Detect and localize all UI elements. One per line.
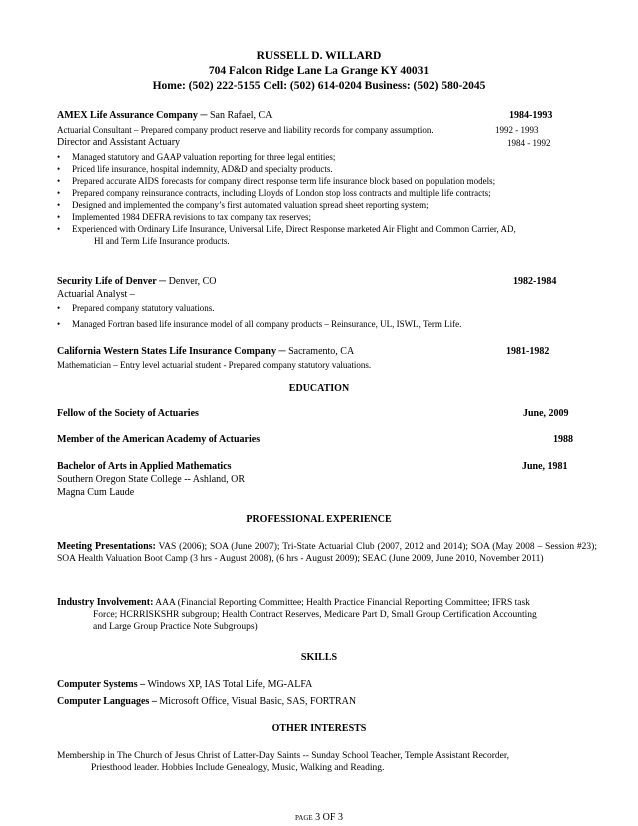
job-amex-role-1 (57, 124, 597, 137)
job-dates: 1984-1993 (509, 110, 553, 121)
role-text: Director and Assistant Actuary (57, 137, 181, 148)
list-item: • Prepared accurate AIDS forecasts for company direct response term life insurance block based on population models; (57, 176, 496, 186)
job-security-role: Actuarial Analyst – (57, 289, 135, 300)
list-item: HI and Term Life Insurance products. (94, 236, 230, 246)
skills-languages: Computer Languages – Microsoft Office, Visual Basic, SAS, FORTRAN (57, 696, 357, 707)
job-location: San Rafael, CA (209, 110, 273, 121)
job-dates: 1982-1984 (513, 276, 557, 287)
industry-involvement: Industry Involvement: AAA (Financial Reporting Committee; Health Practice Financial Reporting Committee; IFRS task Force; HCRRISKSHR subgroup; Health Contract Reserves, Medicare Part D, Small Group Certification Accounting and Large Group Practice Note Subgroups) (57, 597, 537, 632)
list-item: • Managed Fortran based life insurance model of all company products – Reinsurance, UL, ISWL, Term Life. (57, 319, 462, 329)
list-item: • Managed statutory and GAAP valuation reporting for three legal entities; (57, 152, 336, 162)
candidate-address: 704 Falcon Ridge Lane La Grange KY 40031 (208, 65, 430, 77)
list-item: • Implemented 1984 DEFRA revisions to tax company tax reserves; (57, 212, 311, 222)
job-security-bullets (57, 302, 602, 330)
role-dates: 1992 - 1993 (495, 125, 539, 135)
job-california-heading: California Western States Life Insurance Company ─ Sacramento, CA 1981-1982 (57, 346, 550, 357)
job-amex-bullets (57, 151, 602, 247)
list-item: • Priced life insurance, hospital indemnity, AD&D and specialty products. (57, 164, 333, 174)
candidate-phones: Home: (502) 222-5155 Cell: (502) 614-0204 Business: (502) 580-2045 (152, 80, 486, 92)
page-footer: PAGE 3 OF 3 (295, 812, 343, 823)
interests-heading: OTHER INTERESTS (271, 723, 367, 734)
list-item: • Prepared company statutory valuations. (57, 303, 215, 313)
list-item: • Designed and implemented the company’s first automated valuation spread sheet reporting system; (57, 200, 429, 210)
job-amex-role-2 (57, 137, 597, 149)
job-company: AMEX Life Assurance Company (57, 110, 198, 121)
education-honor: Magna Cum Laude (57, 487, 135, 498)
education-item: Bachelor of Arts in Applied Mathematics June, 1981 (57, 461, 568, 472)
candidate-name: RUSSELL D. WILLARD (256, 50, 382, 62)
meeting-presentations: Meeting Presentations: VAS (2006); SOA (June 2007); Tri-State Actuarial Club (2007, 2012 and 2014); SOA (May 2008 – Session #23); SOA Health Valuation Boot Camp (3 hrs - August 2008), (6 hrs - August 2009); SEAC (June 2009, June 2010, November 2011) (57, 541, 597, 564)
list-item: • Experienced with Ordinary Life Insurance, Universal Life, Direct Response marketed Air Flight and Common Carrier, AD, (57, 224, 516, 234)
interests-text: Membership in The Church of Jesus Christ of Latter-Day Saints -- Sunday School Teacher, Temple Assistant Recorder, Priesthood leader. Hobbies Include Genealogy, Music, Walking and Reading. (57, 751, 510, 773)
job-california-role: Mathematician – Entry level actuarial student - Prepared company statutory valuations. (57, 360, 372, 370)
job-security-heading: Security Life of Denver ─ Denver, CO 1982-1984 (57, 276, 557, 287)
experience-heading: PROFESSIONAL EXPERIENCE (246, 514, 392, 525)
job-dates: 1981-1982 (506, 346, 550, 357)
role-dates: 1984 - 1992 (507, 138, 551, 148)
skills-systems: Computer Systems – Windows XP, IAS Total Life, MG-ALFA (57, 679, 313, 690)
education-item: Member of the American Academy of Actuaries 1988 (57, 434, 573, 445)
job-company: California Western States Life Insurance Company (57, 346, 276, 357)
education-item: Fellow of the Society of Actuaries June, 2009 (57, 408, 569, 419)
education-school: Southern Oregon State College -- Ashland, OR (57, 474, 246, 485)
skills-heading: SKILLS (300, 652, 338, 663)
job-amex-heading: AMEX Life Assurance Company ─ San Rafael, CA 1984-1993 (57, 110, 553, 121)
role-text: Actuarial Consultant – Prepared company product reserve and liability records for company assumption. (57, 125, 434, 135)
job-company: Security Life of Denver (57, 276, 157, 287)
job-location: Sacramento, CA (288, 346, 355, 357)
list-item: • Prepared company reinsurance contracts, including Lloyds of London stop loss contracts and multiple life contracts; (57, 188, 491, 198)
education-heading: EDUCATION (288, 383, 350, 394)
job-location: Denver, CO (168, 276, 217, 287)
